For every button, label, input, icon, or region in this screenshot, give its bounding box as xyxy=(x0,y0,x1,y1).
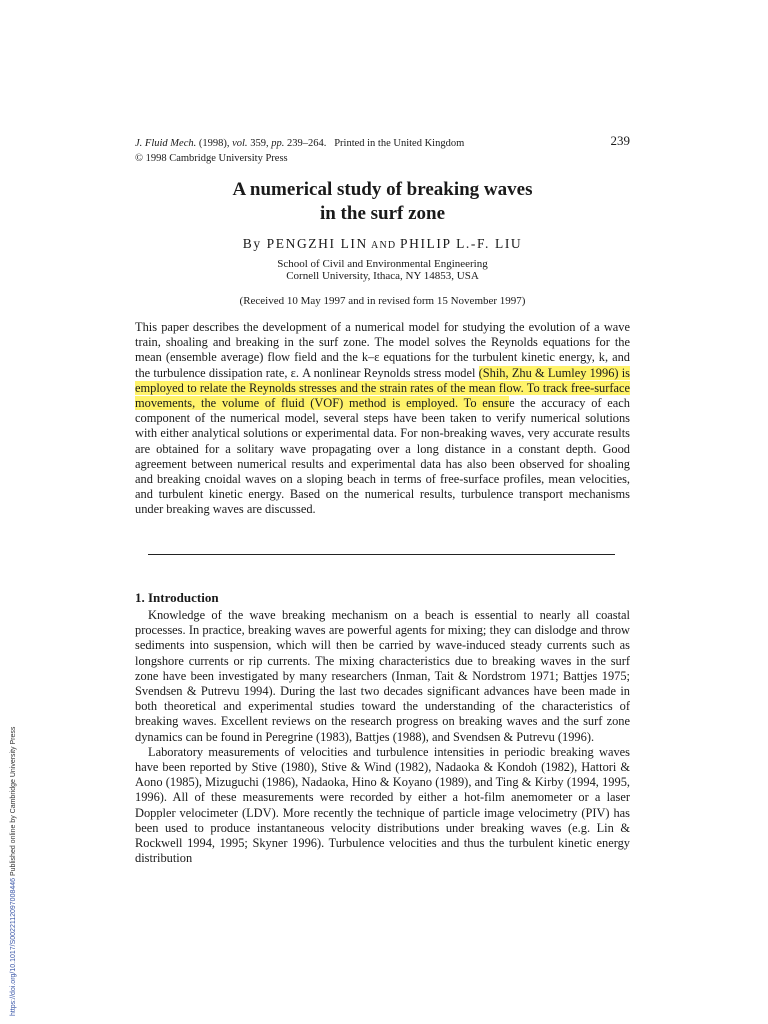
journal-year: (1998), xyxy=(196,138,233,149)
title-line-1: A numerical study of breaking waves xyxy=(232,179,533,200)
byline-by: By xyxy=(242,236,267,251)
affiliation-line-1: School of Civil and Environmental Engineering xyxy=(277,258,488,270)
printed-note: Printed in the United Kingdom xyxy=(334,138,465,149)
journal-name: J. Fluid Mech. xyxy=(135,138,197,149)
affiliation xyxy=(135,258,630,282)
author-2: PHILIP L.-F. LIU xyxy=(400,236,523,251)
abstract-text-1: This paper describes the development of a numerical model for studying the evolution of a wave train, shoaling and breaking in the surf zone. The model solves the Reynolds equations for the mean (ensemble average) flow field and the k–ε equations for the turbulent kinetic energy, k, and the turbulence dissipation rate, ε. A nonlinear Reynolds stress model xyxy=(135,320,630,380)
section-body xyxy=(135,608,630,866)
paragraph: Laboratory measurements of velocities and turbulence intensities in periodic breaking waves have been reported by Stive (1980), Stive & Wind (1982), Nadaoka & Kondoh (1982), Hattori & Aono (1985), Mizuguchi (1986), Nadaoka, Hino & Koyano (1989), and Ting & Kirby (1994, 1995, 1996). All of these measurements were recorded by either a hot-film anemometer or a laser Doppler velocimeter (LDV). More recently the technique of particle image velocimetry (PIV) has been used to produce instantaneous velocity distributions under breaking waves (e.g. Lin & Rockwell 1994, 1995; Skyner 1996). Turbulence velocities and thus the turbulent kinetic energy distribution xyxy=(135,744,630,866)
pages-label: pp. xyxy=(271,138,285,149)
section-heading: 1. Introduction xyxy=(135,590,219,605)
citation-line xyxy=(135,136,630,151)
byline-and: AND xyxy=(367,240,400,251)
highlighted-text[interactable]: (Shih, Zhu & Lumley 1996) is employed to relate the Reynolds stresses and the strain rates of the mean flow. To track free-surface movements, the volume of fluid (VOF) method is employed. To ensur xyxy=(135,365,631,411)
doi-link[interactable]: https://doi.org/10.1017/S0022112097008446 xyxy=(10,877,17,1016)
title-line-2: in the surf zone xyxy=(319,203,446,224)
copyright-line: © 1998 Cambridge University Press xyxy=(135,153,288,164)
paper-title xyxy=(135,178,630,226)
volume-number: 359, xyxy=(247,138,272,149)
affiliation-line-2: Cornell University, Ithaca, NY 14853, USA xyxy=(286,270,479,282)
doi-sidebar xyxy=(10,727,17,1016)
author-1: PENGZHI LIN xyxy=(266,236,368,251)
paragraph: Knowledge of the wave breaking mechanism on a beach is essential to nearly all coastal processes. In practice, breaking waves are powerful agents for mixing; they can dislodge and throw sediments into suspension, which will then be carried by wave-induced steady currents such as longshore currents or rip currents. The mixing characteristics due to breaking waves in the surf zone have been investigated by many researchers (Inman, Tait & Nordstrom 1971; Battjes 1975; Svendsen & Putrevu 1994). During the last two decades significant advances have been made in both theoretical and experimental studies toward the understanding of the characteristics of breaking waves. Excellent reviews on the research progress on breaking waves and the surf zone dynamics can be found in Peregrine (1983), Battjes (1988), and Svendsen & Putrevu (1996). xyxy=(135,608,630,744)
page-range: 239–264. xyxy=(284,138,327,149)
page-number: 239 xyxy=(610,133,630,148)
received-dates: (Received 10 May 1997 and in revised form 15 November 1997) xyxy=(239,295,526,307)
volume-label: vol. xyxy=(232,138,248,149)
abstract xyxy=(135,320,630,518)
author-byline xyxy=(135,236,630,252)
abstract-text-2: e the accuracy of each component of the numerical model, several steps have been taken to verify numerical solutions with either analytical solutions or experimental data. For non-breaking waves, very accurate results are obtained for a solitary wave propagating over a long distance in a constant depth. Good agreement between numerical results and experimental data has also been observed for shoaling and breaking cnoidal waves on a sloping beach in terms of free-surface profiles, mean velocities, and turbulent kinetic energy. Based on the numerical results, turbulence transport mechanisms under breaking waves are discussed. xyxy=(135,396,631,517)
abstract-divider xyxy=(148,554,615,555)
journal-header xyxy=(135,133,630,166)
published-note: Published online by Cambridge University Press xyxy=(10,726,17,878)
